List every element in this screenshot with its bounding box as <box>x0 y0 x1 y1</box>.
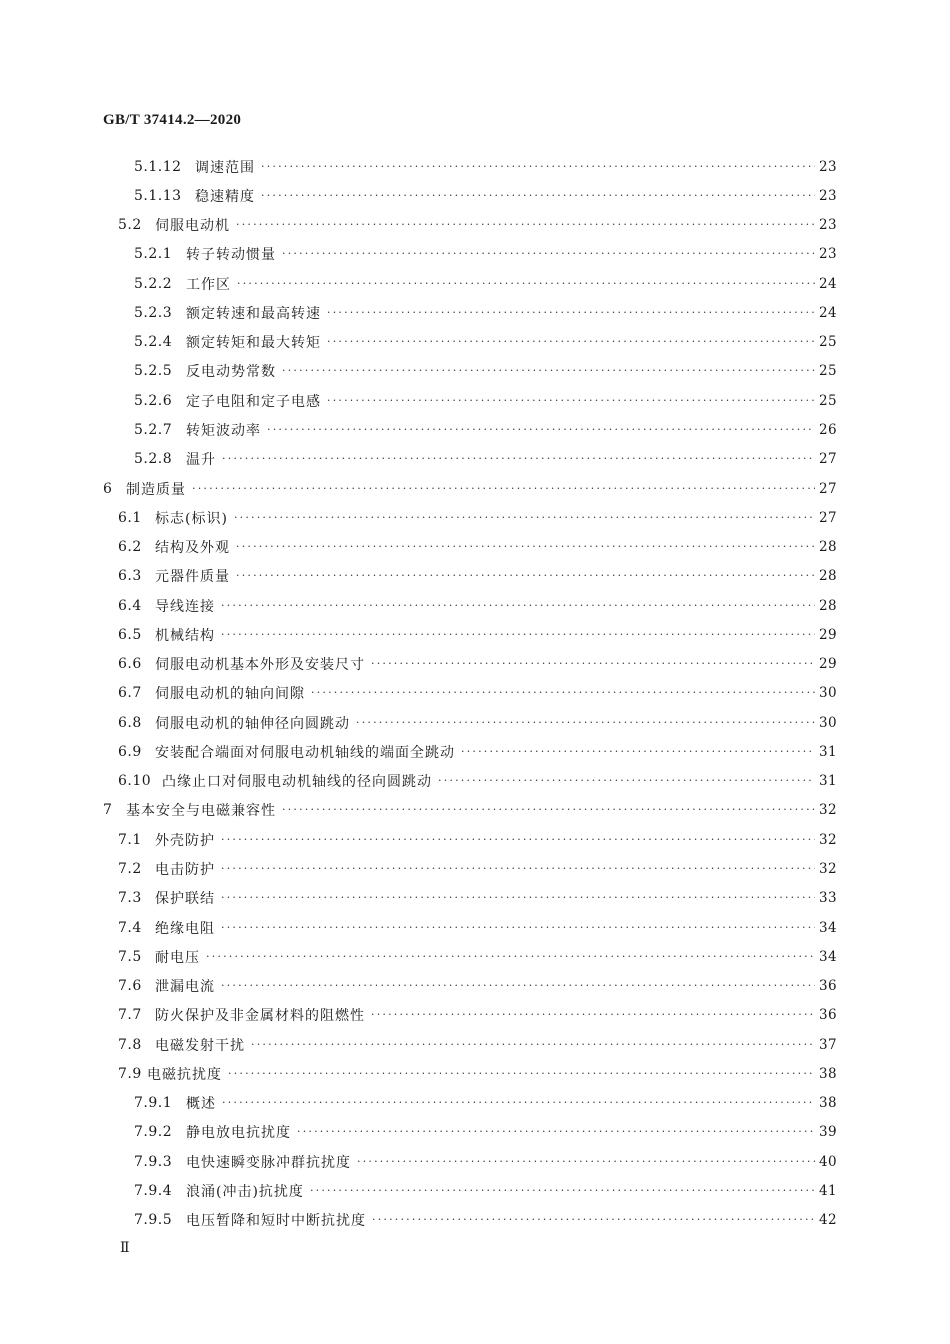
toc-entry-page: 32 <box>819 831 837 848</box>
toc-entry[interactable] <box>0 942 950 971</box>
toc-entry[interactable] <box>0 152 950 181</box>
toc-dot-leader <box>282 247 815 261</box>
toc-entry-title: 概述 <box>186 1096 216 1113</box>
toc-entry-page: 34 <box>819 919 837 936</box>
toc-entry-title: 反电动势常数 <box>186 364 276 381</box>
toc-entry-page: 23 <box>819 246 837 263</box>
toc-entry-number: 7.7 <box>118 1007 142 1024</box>
toc-dot-leader <box>327 306 815 320</box>
toc-entry-title: 泄漏电流 <box>155 979 215 996</box>
toc-entry-number: 7.9.1 <box>134 1095 173 1112</box>
toc-entry-page: 31 <box>819 743 837 760</box>
toc-entry[interactable] <box>0 386 950 415</box>
toc-entry-page: 30 <box>819 714 837 731</box>
page-number-footer: Ⅱ <box>120 1240 130 1256</box>
toc-entry-title: 绝缘电阻 <box>155 920 215 937</box>
toc-entry-number: 6.2 <box>118 539 142 556</box>
toc-entry[interactable] <box>0 298 950 327</box>
toc-dot-leader <box>221 921 815 935</box>
toc-dot-leader <box>371 657 815 671</box>
toc-entry[interactable] <box>0 503 950 532</box>
toc-entry-title: 伺服电动机的轴伸径向圆跳动 <box>155 715 350 732</box>
toc-entry-number: 7.1 <box>118 831 142 848</box>
toc-entry-title: 温升 <box>186 452 216 469</box>
toc-entry-number: 5.2.2 <box>134 275 173 292</box>
toc-entry-number: 6.3 <box>118 568 142 585</box>
toc-dot-leader <box>221 628 815 642</box>
toc-entry[interactable] <box>0 532 950 561</box>
toc-entry-number: 6.9 <box>118 743 142 760</box>
toc-entry[interactable] <box>0 1030 950 1059</box>
toc-entry-page: 25 <box>819 334 837 351</box>
toc-entry-page: 42 <box>819 1212 837 1229</box>
toc-dot-leader <box>206 950 815 964</box>
toc-entry-number: 7.9.5 <box>134 1212 173 1229</box>
toc-entry-title: 调速范围 <box>195 159 255 176</box>
toc-dot-leader <box>192 482 815 496</box>
toc-entry-number: 5.2 <box>118 217 142 234</box>
toc-dot-leader <box>438 774 815 788</box>
toc-entry[interactable] <box>0 211 950 240</box>
toc-entry-number: 7.4 <box>118 919 142 936</box>
toc-entry-number: 6.5 <box>118 626 142 643</box>
toc-dot-leader <box>261 160 815 174</box>
toc-entry[interactable] <box>0 854 950 883</box>
toc-dot-leader <box>311 686 815 700</box>
toc-entry-number: 7.9 <box>118 1065 142 1082</box>
toc-entry-page: 28 <box>819 597 837 614</box>
toc-entry-number: 7.5 <box>118 948 142 965</box>
toc-entry-title: 静电放电抗扰度 <box>186 1125 291 1142</box>
toc-entry-title: 定子电阻和定子电感 <box>186 393 321 410</box>
toc-entry-page: 24 <box>819 275 837 292</box>
toc-entry-number: 7.2 <box>118 861 142 877</box>
toc-entry[interactable] <box>0 620 950 649</box>
toc-dot-leader <box>236 540 815 554</box>
toc-entry[interactable] <box>0 181 950 210</box>
toc-dot-leader <box>356 716 815 730</box>
toc-entry-page: 23 <box>819 187 837 204</box>
toc-entry-title: 电磁抗扰度 <box>147 1066 222 1083</box>
toc-entry[interactable] <box>0 1001 950 1030</box>
toc-entry[interactable] <box>0 415 950 444</box>
toc-entry-number: 6.8 <box>118 714 142 731</box>
toc-entry-title: 电压暂降和短时中断抗扰度 <box>186 1213 366 1230</box>
toc-entry-title: 元器件质量 <box>155 569 230 586</box>
toc-entry-number: 7 <box>103 802 113 819</box>
toc-dot-leader <box>221 833 815 847</box>
toc-entry-page: 36 <box>819 1007 837 1024</box>
toc-entry-title: 外壳防护 <box>155 832 215 849</box>
toc-entry-page: 30 <box>819 685 837 702</box>
toc-entry[interactable] <box>0 913 950 942</box>
toc-entry[interactable] <box>0 825 950 854</box>
toc-entry-number: 6 <box>103 480 113 497</box>
toc-entry-page: 29 <box>819 626 837 643</box>
toc-dot-leader <box>282 803 815 817</box>
toc-entry-number: 6.4 <box>118 597 142 614</box>
toc-dot-leader <box>282 364 815 378</box>
toc-entry-page: 27 <box>819 451 837 468</box>
toc-entry-number: 6.1 <box>118 509 142 526</box>
toc-entry-title: 机械结构 <box>155 627 215 644</box>
toc-entry[interactable] <box>0 591 950 620</box>
toc-entry-page: 34 <box>819 948 837 965</box>
toc-dot-leader <box>297 1125 815 1139</box>
toc-entry-page: 27 <box>819 509 837 526</box>
toc-entry-page: 32 <box>819 802 837 819</box>
toc-entry-title: 电击防护 <box>155 862 215 878</box>
toc-dot-leader <box>221 891 815 905</box>
toc-dot-leader <box>310 1184 815 1198</box>
toc-entry-number: 7.3 <box>118 890 142 907</box>
toc-entry-title: 导线连接 <box>155 598 215 615</box>
toc-entry-title: 浪涌(冲击)抗扰度 <box>186 1183 304 1200</box>
toc-entry-page: 38 <box>819 1065 837 1082</box>
toc-entry-page: 33 <box>819 890 837 907</box>
toc-dot-leader <box>236 218 815 232</box>
toc-entry[interactable] <box>0 357 950 386</box>
toc-entry-title: 电磁发射干扰 <box>155 1037 245 1054</box>
toc-entry-number: 7.9.3 <box>134 1153 173 1170</box>
toc-entry-page: 23 <box>819 158 837 175</box>
toc-entry[interactable] <box>0 1118 950 1147</box>
toc-dot-leader <box>327 335 815 349</box>
toc-entry-number: 5.2.8 <box>134 451 173 468</box>
toc-entry-title: 耐电压 <box>155 949 200 966</box>
toc-entry-number: 5.2.5 <box>134 363 173 380</box>
toc-dot-leader <box>236 569 815 583</box>
toc-dot-leader <box>327 394 815 408</box>
toc-entry[interactable] <box>0 1176 950 1205</box>
toc-entry-page: 25 <box>819 392 837 409</box>
toc-dot-leader <box>222 452 815 466</box>
toc-entry-title: 伺服电动机基本外形及安装尺寸 <box>155 657 365 674</box>
toc-dot-leader <box>221 862 815 876</box>
toc-entry[interactable] <box>0 796 950 825</box>
toc-entry-page: 28 <box>819 539 837 556</box>
toc-entry-title: 标志(标识) <box>155 510 228 527</box>
toc-entry-title: 稳速精度 <box>195 188 255 205</box>
toc-dot-leader <box>221 599 815 613</box>
toc-entry[interactable] <box>0 1206 950 1235</box>
toc-entry-title: 额定转矩和最大转矩 <box>186 335 321 352</box>
toc-entry-title: 防火保护及非金属材料的阻燃性 <box>155 1008 365 1025</box>
toc-entry-title: 结构及外观 <box>155 540 230 557</box>
toc-entry-title: 电快速瞬变脉冲群抗扰度 <box>186 1154 351 1171</box>
toc-entry-number: 6.10 <box>118 773 152 790</box>
toc-entry-title: 转子转动惯量 <box>186 247 276 264</box>
toc-entry-title: 保护联结 <box>155 891 215 908</box>
toc-entry-page: 40 <box>819 1153 837 1170</box>
toc-entry-title: 安装配合端面对伺服电动机轴线的端面全跳动 <box>155 744 455 761</box>
toc-entry[interactable] <box>0 328 950 357</box>
toc-entry-page: 39 <box>819 1124 837 1141</box>
toc-entry-number: 7.9.2 <box>134 1124 173 1141</box>
toc-entry[interactable] <box>0 971 950 1000</box>
toc-entry-title: 制造质量 <box>126 481 186 498</box>
toc-entry[interactable] <box>0 1059 950 1088</box>
toc-entry[interactable] <box>0 474 950 503</box>
toc-entry[interactable] <box>0 1147 950 1176</box>
toc-entry-number: 7.6 <box>118 978 142 995</box>
toc-entry-title: 转矩波动率 <box>186 423 261 440</box>
toc-entry-number: 6.6 <box>118 656 142 673</box>
toc-entry[interactable] <box>0 737 950 766</box>
toc-entry-page: 41 <box>819 1182 837 1199</box>
toc-entry-number: 7.9.4 <box>134 1182 173 1199</box>
toc-entry-page: 27 <box>819 480 837 497</box>
toc-entry[interactable] <box>0 679 950 708</box>
standard-number-header: GB/T 37414.2—2020 <box>103 112 242 128</box>
toc-entry-title: 额定转速和最高转速 <box>186 305 321 322</box>
toc-entry[interactable] <box>0 445 950 474</box>
toc-entry-page: 23 <box>819 217 837 234</box>
toc-entry[interactable] <box>0 562 950 591</box>
toc-entry[interactable] <box>0 767 950 796</box>
toc-dot-leader <box>234 511 815 525</box>
toc-dot-leader <box>261 189 815 203</box>
toc-entry[interactable] <box>0 708 950 737</box>
toc-entry-page: 28 <box>819 568 837 585</box>
toc-entry-page: 36 <box>819 978 837 995</box>
toc-entry-page: 29 <box>819 656 837 673</box>
toc-dot-leader <box>251 1038 815 1052</box>
toc-dot-leader <box>372 1213 815 1227</box>
toc-dot-leader <box>222 1096 815 1110</box>
toc-entry-title: 工作区 <box>186 276 231 293</box>
toc-dot-leader <box>371 1008 815 1022</box>
toc-entry-number: 5.1.13 <box>134 187 182 204</box>
toc-entry-number: 5.2.4 <box>134 334 173 351</box>
toc-entry-number: 5.2.1 <box>134 246 173 263</box>
toc-entry-page: 38 <box>819 1095 837 1112</box>
toc-entry-page: 31 <box>819 773 837 790</box>
toc-entry-number: 5.1.12 <box>134 158 182 175</box>
toc-dot-leader <box>237 277 815 291</box>
toc-entry-number: 5.2.6 <box>134 392 173 409</box>
toc-dot-leader <box>357 1155 815 1169</box>
toc-entry-number: 5.2.7 <box>134 422 173 439</box>
toc-entry[interactable] <box>0 1089 950 1118</box>
toc-entry-number: 5.2.3 <box>134 304 173 321</box>
toc-entry-number: 6.7 <box>118 685 142 702</box>
toc-entry-number: 7.8 <box>118 1036 142 1053</box>
toc-entry[interactable] <box>0 650 950 679</box>
toc-entry-page: 26 <box>819 422 837 439</box>
toc-dot-leader <box>461 745 815 759</box>
toc-entry[interactable] <box>0 884 950 913</box>
toc-entry[interactable] <box>0 269 950 298</box>
toc-dot-leader <box>267 423 815 437</box>
toc-entry-page: 25 <box>819 363 837 380</box>
toc-entry-page: 32 <box>819 861 837 877</box>
table-of-contents <box>0 152 950 1235</box>
toc-entry-page: 24 <box>819 304 837 321</box>
toc-entry-title: 伺服电动机的轴向间隙 <box>155 686 305 703</box>
toc-entry-title: 凸缘止口对伺服电动机轴线的径向圆跳动 <box>162 774 432 791</box>
toc-entry-page: 37 <box>819 1036 837 1053</box>
toc-entry[interactable] <box>0 240 950 269</box>
toc-dot-leader <box>228 1067 815 1081</box>
toc-dot-leader <box>221 979 815 993</box>
toc-entry-title: 伺服电动机 <box>155 218 230 235</box>
toc-entry-title: 基本安全与电磁兼容性 <box>126 803 276 820</box>
